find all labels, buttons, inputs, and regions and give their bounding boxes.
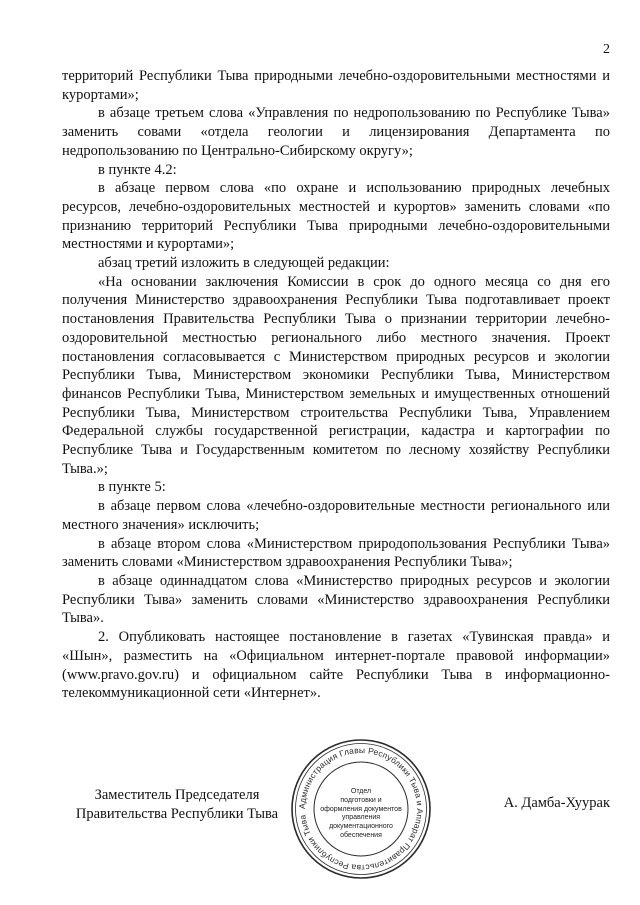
paragraph: 2. Опубликовать настоящее постановление в газетах «Тувинская правда» и «Шын», разместить на «Официальном интернет-портале правовой информации» (www.pravo.gov.ru) и официальном сайте Республики Тыва в информационно-телекоммуникационной сети «Интернет».: [62, 629, 610, 702]
signature-block: [62, 744, 610, 892]
paragraph: в абзаце первом слова «лечебно-оздоровительные местности регионального или местного значения» исключить;: [62, 498, 610, 533]
paragraph: в абзаце третьем слова «Управления по недропользованию по Республике Тыва» заменить совами «отдела геологии и лицензирования Департамента по недропользованию по Центрально-Сибирскому округу»;: [62, 105, 610, 159]
paragraph: в абзаце втором слова «Министерством природопользования Республики Тыва» заменить словами «Министерством здравоохранения Республики Тыва»;: [62, 535, 610, 571]
paragraph: в пункте 5:: [98, 479, 166, 496]
official-seal: [288, 736, 434, 882]
signatory-position: [62, 786, 292, 824]
seal-center-line: подготовки и: [340, 796, 382, 804]
paragraph: территорий Республики Тыва природными лечебно-оздоровительными местностями и курортами»;: [62, 68, 610, 103]
seal-center-line: оформления документов: [320, 805, 402, 813]
document-body: [62, 67, 610, 703]
paragraph: «На основании заключения Комиссии в срок до одного месяца со дня его получения Министерство здравоохранения Республики Тыва подготавливает проект постановления Правительства Республики Тыва о признании территории лечебно-оздоровительной местностью регионального либо местного значения. Проект постановления согласовывается с Министерством природных ресурсов и экологии Республики Тыва, Министерством экономики Республики Тыва, Министерством финансов Республики Тыва, Министерством земельных и имущественных отношений Республики Тыва, Министерством строительства Республики Тыва, Управлением Федеральной службы государственной регистрации, кадастра и картографии по Республике Тыва и Государственным комитетом по лесному хозяйству Республики Тыва.»;: [62, 273, 610, 477]
seal-ring-textpath: Администрация Главы Республики Тыва и Аппарат Правительства Республики Тыва: [296, 744, 426, 874]
seal-center-line: обеспечения: [340, 831, 382, 839]
signatory-position-line: Правительства Республики Тыва: [75, 806, 279, 822]
signatory-name: А. Дамба-Хуурак: [503, 795, 610, 811]
seal-center-line: документационного: [329, 823, 393, 831]
paragraph: абзац третий изложить в следующей редакции:: [98, 255, 390, 272]
seal-center-line: управления: [341, 814, 381, 822]
page-number: 2: [603, 42, 610, 57]
seal-center-line: Отдел: [350, 788, 372, 795]
paragraph: в пункте 4.2:: [98, 161, 177, 178]
seal-center-text: [311, 788, 411, 841]
signatory-position-line: Заместитель Председателя: [94, 787, 260, 803]
paragraph: в абзаце одиннадцатом слова «Министерство природных ресурсов и экологии Республики Тыва» заменить словами «Министерство здравоохранения Республики Тыва».: [62, 572, 610, 627]
paragraph: в абзаце первом слова «по охране и использованию природных лечебных ресурсов, лечебно-оздоровительных местностей и курортов» заменить словами «по признанию территорий Республики Тыва природными лечебно-оздоровительными местностями и курортами»;: [62, 180, 610, 253]
